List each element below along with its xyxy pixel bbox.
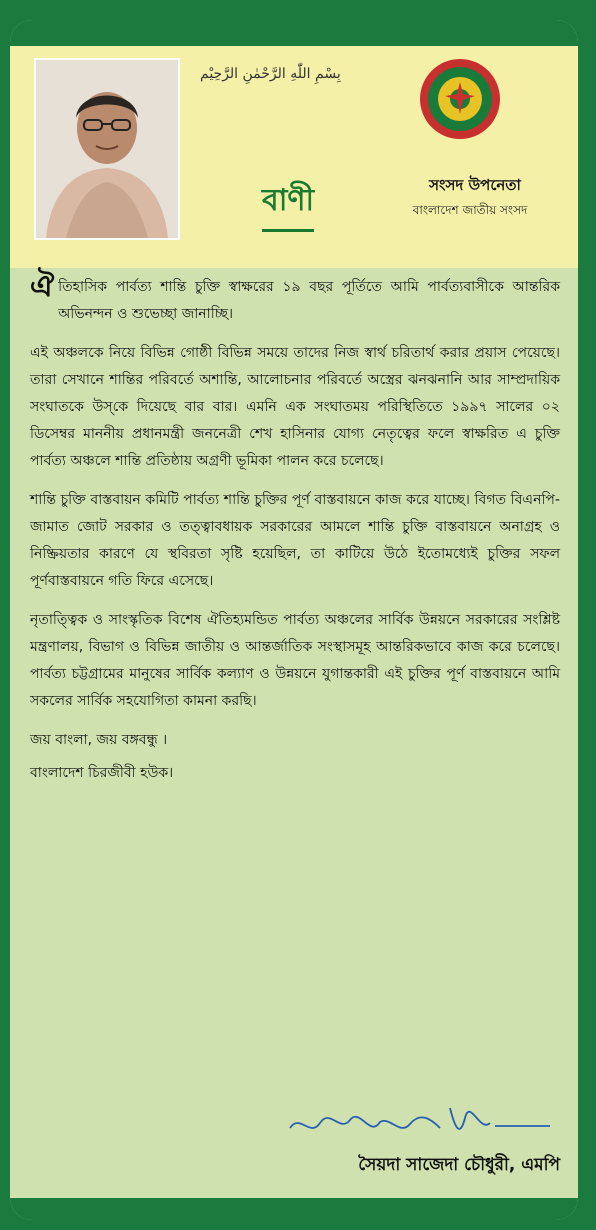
parliament-emblem <box>415 54 505 148</box>
header-panel <box>10 46 578 268</box>
bismillah-calligraphy: بِسْمِ اللّٰهِ الرَّحْمٰنِ الرَّحِيْم <box>200 66 341 82</box>
signer-name: সৈয়দা সাজেদা চৌধুরী, এমপি <box>358 1155 560 1175</box>
office-title: সংসদ উপনেতা <box>429 176 521 194</box>
page-title: বাণী <box>262 176 314 232</box>
paragraph-1: ঐতিহাসিক পার্বত্য শান্তি চুক্তি স্বাক্ষরের ১৯ বছর পূর্তিতে আমি পার্বত্যবাসীকে আন্তরিক অভিনন্দন ও শুভেচ্ছা জানাচ্ছি। <box>30 269 560 322</box>
paragraph-3: শান্তি চুক্তি বাস্তবায়ন কমিটি পার্বত্য শান্তি চুক্তির পূর্ণ বাস্তবায়নে কাজ করে যাচ্ছে। বিগত বিএনপি-জামাত জোট সরকার ও তত্ত্বাবধায়ক সরকারের আমলে শান্তি চুক্তি বাস্তবায়নে অনাগ্রহ ও নিষ্ক্রিয়তার কারণে যে স্থবিরতা সৃষ্টি হয়েছিল, তা কাটিয়ে উঠে ইতোমধ্যেই চুক্তির সফল পূর্ণবাস্তবায়নে গতি ফিরে এসেছে। <box>30 492 560 589</box>
message-body <box>30 269 560 793</box>
drop-cap: ঐ <box>30 269 55 304</box>
paragraph-4: নৃতাত্ত্বিক ও সাংস্কৃতিক বিশেষ ঐতিহ্যমন্ডিত পার্বত্য অঞ্চলের সার্বিক উন্নয়নে সরকারের সংশ্লিষ্ট মন্ত্রণালয়, বিভাগ ও বিভিন্ন জাতীয় ও আন্তর্জাতিক সংস্থাসমূহ আন্তরিকভাবে কাজ করে চলেছে। পার্বত্য চট্টগ্রামের মানুষের সার্বিক কল্যাণ ও উন্নয়নে যুগান্তকারী এই চুক্তির পূর্ণ বাস্তবায়নে আমি সকলের সার্বিক সহযোগিতা কামনা করছি। <box>30 612 560 709</box>
portrait-photo <box>34 58 180 240</box>
office-subtitle: বাংলাদেশ জাতীয় সংসদ <box>412 203 528 217</box>
closing-line-2: বাংলাদেশ চিরজীবী হউক। <box>30 765 174 781</box>
closing-line-1: জয় বাংলা, জয় বঙ্গবন্ধু । <box>30 732 168 748</box>
paragraph-2: এই অঞ্চলকে নিয়ে বিভিন্ন গোষ্ঠী বিভিন্ন সময়ে তাদের নিজ স্বার্থ চরিতার্থ করার প্রয়াস পেয়েছে। তারা সেখানে শান্তির পরিবর্তে অশান্তি, আলোচনার পরিবর্তে অস্ত্রের ঝনঝনানি আর সাম্প্রদায়িক সংঘাতকে উস্‌কে দিয়েছে বার বার। এমনি এক সংঘাতময় পরিস্থিতিতে ১৯৯৭ সালের ০২ ডিসেম্বর মাননীয় প্রধানমন্ত্রী জননেত্রী শেখ হাসিনার যোগ্য নেতৃত্বের ফলে স্বাক্ষরিত এ চুক্তি পার্বত্য অঞ্চলে শান্তি প্রতিষ্ঠায় অগ্রণী ভূমিকা পালন করে চলেছে। <box>30 345 560 469</box>
bottom-border <box>10 1198 578 1220</box>
handwritten-signature <box>280 1098 560 1152</box>
message-card <box>10 20 578 1220</box>
top-border <box>10 20 578 48</box>
